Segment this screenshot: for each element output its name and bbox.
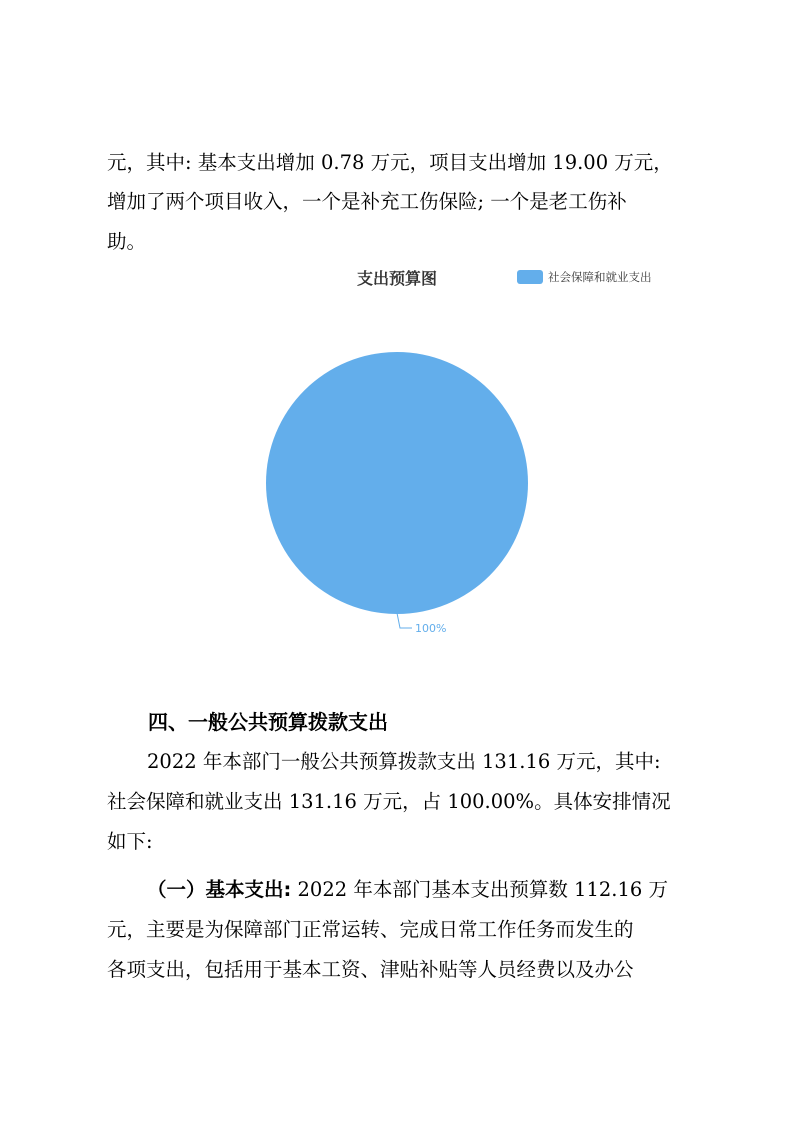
label-leader-line: [397, 613, 412, 628]
basic-expenditure-line-3: 各项支出，包括用于基本工资、津贴补贴等人员经费以及办公: [107, 958, 634, 981]
basic-expenditure-lead: （一）基本支出:: [147, 878, 292, 901]
slice-data-label: 100%: [415, 622, 447, 635]
pie-group: [266, 352, 528, 614]
intro-line-3: 助。: [107, 230, 147, 253]
pie-slice-0: [266, 352, 528, 614]
chart-legend: [517, 270, 652, 284]
legend-swatch: [517, 270, 543, 284]
section-line-3: 如下:: [107, 830, 153, 853]
section-line-1: 2022 年本部门一般公共预算拨款支出 131.16 万元，其中:: [147, 750, 661, 773]
legend-label: 社会保障和就业支出: [548, 270, 652, 284]
chart-title: 支出预算图: [356, 269, 438, 288]
basic-expenditure-line-2: 元，主要是为保障部门正常运转、完成日常工作任务而发生的: [107, 918, 634, 941]
intro-line-1: 元，其中: 基本支出增加 0.78 万元，项目支出增加 19.00 万元，: [107, 151, 673, 174]
section-line-2: 社会保障和就业支出 131.16 万元，占 100.00%。具体安排情况: [107, 790, 671, 813]
expenditure-pie-chart: [0, 255, 793, 645]
section-heading: 四、一般公共预算拨款支出: [148, 710, 388, 734]
basic-expenditure-line-1: [107, 872, 687, 908]
basic-expenditure-line-1-text: 2022 年本部门基本支出预算数 112.16 万: [291, 878, 668, 901]
intro-line-2: 增加了两个项目收入，一个是补充工伤保险; 一个是老工伤补: [107, 190, 627, 213]
